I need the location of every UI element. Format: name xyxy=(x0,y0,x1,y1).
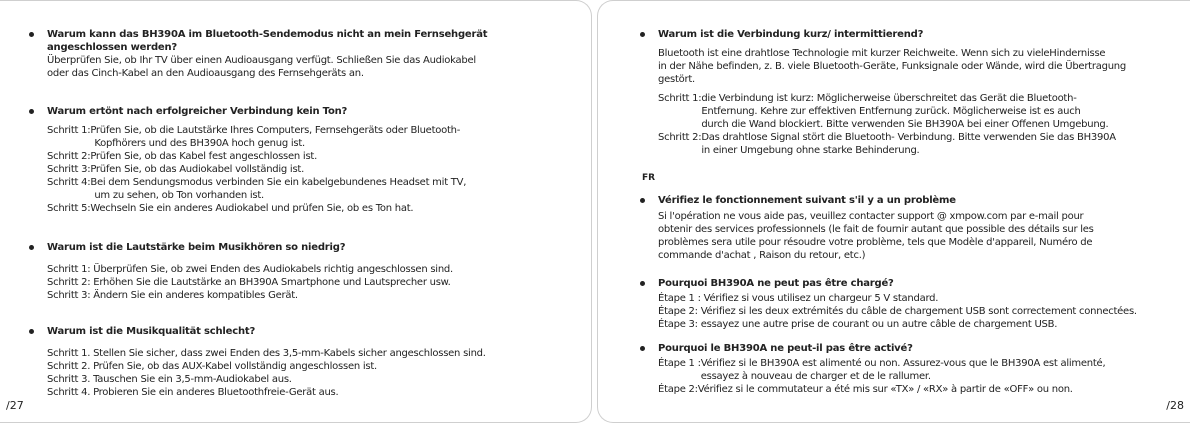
faq-answer: Étape 1 : Vérifiez si vous utilisez un chargeur 5 V standard. Étape 2: Vérifiez si les deux extrémités du câble de chargement USB sont correctement connectées. Étape 3: essayez une autre prise de courant ou un autre câble de chargement USB. xyxy=(658,293,1137,330)
faq-steps xyxy=(658,92,1178,157)
bullet-icon xyxy=(640,198,645,203)
faq-section xyxy=(47,28,577,80)
faq-steps xyxy=(658,357,1178,396)
faq-section xyxy=(658,194,1178,262)
bullet-icon xyxy=(640,346,645,351)
step-item: Schritt 1: Prüfen Sie, ob die Lautstärke Ihres Computers, Fernsehgeräts oder Bluetooth- Kopfhörers und des BH390A hoch genug ist. xyxy=(47,125,461,149)
faq-section xyxy=(47,241,577,302)
step-item: Schritt 1: die Verbindung ist kurz: Möglicherweise überschreitet das Gerät die Bluetooth- Entfernung. Kehre zur effektiven Entfernung zurück. Möglicherweise ist es auch durch die Wand blockiert. Bitte verwenden Sie BH390A bei einer Offenen Umgebung. xyxy=(658,93,1109,130)
faq-section xyxy=(47,325,577,399)
step-item: Schritt 3: Prüfen Sie, ob das Audiokabel vollständig ist. xyxy=(47,164,305,175)
bullet-icon xyxy=(29,109,34,114)
faq-question: Warum ist die Verbindung kurz/ intermittierend? xyxy=(658,29,924,40)
bullet-icon xyxy=(29,32,34,37)
faq-question: Warum ist die Lautstärke beim Musikhören so niedrig? xyxy=(47,242,346,253)
bullet-icon xyxy=(640,32,645,37)
faq-section xyxy=(658,277,1178,331)
faq-question: Warum ertönt nach erfolgreicher Verbindung kein Ton? xyxy=(47,106,348,117)
faq-question: Pourquoi le BH390A ne peut-il pas être activé? xyxy=(658,343,913,354)
step-item: Schritt 5: Wechseln Sie ein anderes Audiokabel und prüfen Sie, ob es Ton hat. xyxy=(47,203,414,214)
step-item: Schritt 4: Bei dem Sendungsmodus verbinden Sie ein kabelgebundenes Headset mit TV, um zu sehen, ob Ton vorhanden ist. xyxy=(47,177,467,201)
bullet-icon xyxy=(640,281,645,286)
bullet-icon xyxy=(29,245,34,250)
bullet-icon xyxy=(29,329,34,334)
page-27 xyxy=(0,0,592,423)
step-item: Schritt 2: Prüfen Sie, ob das Kabel fest angeschlossen ist. xyxy=(47,151,317,162)
faq-section xyxy=(658,342,1178,396)
faq-question: Pourquoi BH390A ne peut pas être chargé? xyxy=(658,278,894,289)
faq-question: Warum kann das BH390A im Bluetooth-Sendemodus nicht an mein Fernsehgerät angeschlossen werden? xyxy=(47,29,488,53)
step-item: Schritt 2: Das drahtlose Signal stört die Bluetooth- Verbindung. Bitte verwenden Sie das BH390A in einer Umgebung ohne starke Behinderung. xyxy=(658,132,1116,156)
faq-section xyxy=(658,28,1178,157)
faq-steps xyxy=(47,124,577,215)
faq-question: Warum ist die Musikqualität schlecht? xyxy=(47,326,256,337)
faq-answer: Si l'opération ne vous aide pas, veuillez contacter support @ xmpow.com par e-mail pour obtenir des services professionnels (le fait de fournir autant que possible des détails sur les problèmes sera utile pour résoudre votre problème, tels que Modèle d'appareil, Numéro de commande d'achat , Raison du retour, etc.) xyxy=(658,211,1094,261)
faq-section xyxy=(47,105,577,215)
page-28 xyxy=(597,0,1190,423)
page-number: /27 xyxy=(6,399,24,412)
step-item: Étape 2: Vérifiez si le commutateur a été mis sur «TX» / «RX» à partir de «OFF» ou non. xyxy=(658,384,1073,395)
step-item: Étape 1 : Vérifiez si le BH390A est alimenté ou non. Assurez-vous que le BH390A est alimenté, essayez à nouveau de charger et de le rallumer. xyxy=(658,358,1106,382)
faq-answer: Bluetooth ist eine drahtlose Technologie mit kurzer Reichweite. Wenn sich zu vieleHindernisse in der Nähe befinden, z. B. viele Bluetooth-Geräte, Funksignale oder Wände, wird die Übertragung gestört. xyxy=(658,48,1126,85)
faq-answer: Schritt 1: Überprüfen Sie, ob zwei Enden des Audiokabels richtig angeschlossen sind. Schritt 2: Erhöhen Sie die Lautstärke an BH390A Smartphone und Lautsprecher usw. Schritt 3: Ändern Sie ein anderes kompatibles Gerät. xyxy=(47,264,453,301)
language-label: FR xyxy=(642,173,656,183)
faq-answer: Schritt 1. Stellen Sie sicher, dass zwei Enden des 3,5-mm-Kabels sicher angeschlossen sind. Schritt 2. Prüfen Sie, ob das AUX-Kabel vollständig angeschlossen ist. Schritt 3. Tauschen Sie ein 3,5-mm-Audiokabel aus. Schritt 4. Probieren Sie ein anderes Bluetoothfreie-Gerät aus. xyxy=(47,348,486,398)
faq-question: Vérifiez le fonctionnement suivant s'il y a un problème xyxy=(658,195,956,206)
page-number: /28 xyxy=(1166,399,1184,412)
faq-answer: Überprüfen Sie, ob Ihr TV über einen Audioausgang verfügt. Schließen Sie das Audiokabel oder das Cinch-Kabel an den Audioausgang des Fernsehgeräts an. xyxy=(47,55,476,79)
